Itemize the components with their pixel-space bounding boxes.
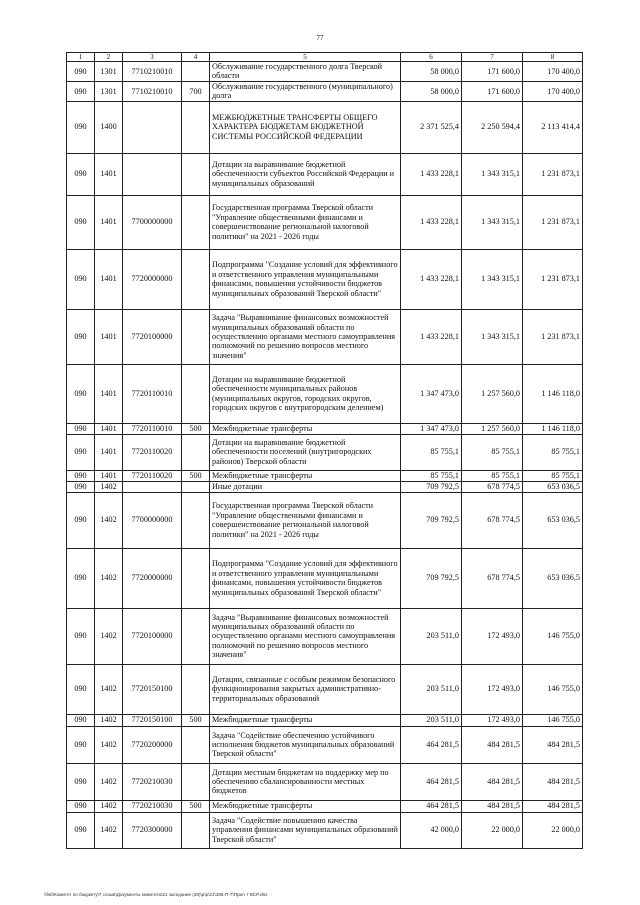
cell-vr: 500: [182, 800, 210, 812]
cell-name: Задача "Выравнивание финансовых возможностей муниципальных образований области по осуществлению органами местного самоуправления полномочий по решению вопросов местного значения": [210, 608, 401, 664]
cell-y2024: 58 000,0: [401, 81, 462, 101]
cell-gr: 090: [67, 548, 95, 608]
cell-rz: 1401: [95, 364, 123, 423]
cell-rz: 1402: [95, 763, 123, 800]
cell-y2024: 203 511,0: [401, 608, 462, 664]
cell-y2025: 678 774,5: [462, 492, 523, 548]
cell-rz: 1402: [95, 812, 123, 848]
cell-y2025: 1 257 560,0: [462, 364, 523, 423]
cell-csr: [123, 101, 182, 153]
cell-name: Межбюджетные трансферты: [210, 714, 401, 726]
table-row: [67, 481, 583, 492]
cell-y2026: 1 146 118,0: [523, 364, 583, 423]
cell-gr: 090: [67, 364, 95, 423]
table-row: [67, 763, 583, 800]
table-row: [67, 423, 583, 434]
table-row: [67, 548, 583, 608]
cell-y2024: 1 433 228,1: [401, 249, 462, 309]
cell-rz: 1401: [95, 249, 123, 309]
cell-y2026: 146 755,0: [523, 714, 583, 726]
cell-y2024: 464 281,5: [401, 726, 462, 763]
cell-name: Дотации на выравнивание бюджетной обеспеченности субъектов Российской Федерации и муниципальных образований: [210, 153, 401, 195]
cell-csr: 7720300000: [123, 812, 182, 848]
cell-csr: 7700000000: [123, 492, 182, 548]
cell-csr: 7720100000: [123, 309, 182, 364]
cell-gr: 090: [67, 62, 95, 82]
cell-y2026: 1 231 873,1: [523, 249, 583, 309]
cell-gr: 090: [67, 470, 95, 481]
cell-name: Государственная программа Тверской области "Управление общественными финансами и совершенствование региональной налоговой политики" на 2021 - 2026 годы: [210, 492, 401, 548]
table-row: [67, 800, 583, 812]
cell-gr: 090: [67, 434, 95, 470]
cell-name: Межбюджетные трансферты: [210, 423, 401, 434]
cell-vr: 500: [182, 714, 210, 726]
cell-vr: 500: [182, 423, 210, 434]
cell-vr: [182, 726, 210, 763]
cell-y2025: 171 600,0: [462, 62, 523, 82]
cell-gr: 090: [67, 800, 95, 812]
cell-y2025: 678 774,5: [462, 548, 523, 608]
column-number: 3: [123, 53, 182, 62]
cell-csr: 7710210010: [123, 81, 182, 101]
cell-gr: 090: [67, 714, 95, 726]
cell-gr: 090: [67, 481, 95, 492]
cell-csr: 7720110020: [123, 470, 182, 481]
cell-vr: [182, 812, 210, 848]
cell-gr: 090: [67, 763, 95, 800]
cell-csr: [123, 481, 182, 492]
cell-vr: [182, 153, 210, 195]
cell-csr: 7720150100: [123, 664, 182, 714]
table-row: [67, 470, 583, 481]
cell-y2025: 85 755,1: [462, 470, 523, 481]
column-number: 1: [67, 53, 95, 62]
cell-csr: 7720210030: [123, 800, 182, 812]
cell-rz: 1301: [95, 81, 123, 101]
cell-y2026: 146 755,0: [523, 608, 583, 664]
column-number: 5: [210, 53, 401, 62]
cell-vr: 700: [182, 81, 210, 101]
cell-y2025: 484 281,5: [462, 726, 523, 763]
table-row: [67, 81, 583, 101]
column-number: 4: [182, 53, 210, 62]
cell-y2024: 58 000,0: [401, 62, 462, 82]
cell-csr: 7720100000: [123, 608, 182, 664]
column-number-row: [67, 53, 583, 62]
cell-name: Задача "Содействие повышению качества управления финансами муниципальных образований Тверской области": [210, 812, 401, 848]
cell-y2025: 172 493,0: [462, 714, 523, 726]
cell-y2025: 678 774,5: [462, 481, 523, 492]
table-row: [67, 608, 583, 664]
cell-vr: [182, 763, 210, 800]
cell-rz: 1400: [95, 101, 123, 153]
cell-gr: 090: [67, 309, 95, 364]
cell-rz: 1402: [95, 726, 123, 763]
cell-y2025: 172 493,0: [462, 664, 523, 714]
cell-name: Подпрограмма "Создание условий для эффективного и ответственного управления муниципальными финансами, повышения устойчивости бюджетов муниципальных образований Тверской области": [210, 249, 401, 309]
cell-rz: 1402: [95, 548, 123, 608]
cell-gr: 090: [67, 423, 95, 434]
cell-csr: 7720110010: [123, 423, 182, 434]
cell-y2025: 1 343 315,1: [462, 309, 523, 364]
cell-csr: 7720210030: [123, 763, 182, 800]
cell-csr: 7720000000: [123, 249, 182, 309]
cell-y2026: 85 755,1: [523, 434, 583, 470]
column-number: 8: [523, 53, 583, 62]
cell-y2026: 1 231 873,1: [523, 309, 583, 364]
cell-y2024: 85 755,1: [401, 470, 462, 481]
cell-y2025: 2 250 594,4: [462, 101, 523, 153]
cell-y2026: 170 400,0: [523, 62, 583, 82]
cell-csr: 7720200000: [123, 726, 182, 763]
cell-gr: 090: [67, 812, 95, 848]
cell-y2026: 484 281,5: [523, 800, 583, 812]
cell-y2026: 653 036,5: [523, 548, 583, 608]
cell-rz: 1401: [95, 423, 123, 434]
cell-name: Задача "Выравнивание финансовых возможностей муниципальных образований области по осуществлению органами местного самоуправления полномочий по решению вопросов местного значения": [210, 309, 401, 364]
cell-gr: 090: [67, 81, 95, 101]
cell-y2026: 484 281,5: [523, 763, 583, 800]
cell-y2024: 709 792,5: [401, 481, 462, 492]
cell-rz: 1401: [95, 153, 123, 195]
cell-gr: 090: [67, 664, 95, 714]
cell-y2025: 22 000,0: [462, 812, 523, 848]
cell-csr: 7720110010: [123, 364, 182, 423]
cell-vr: [182, 434, 210, 470]
cell-vr: [182, 309, 210, 364]
cell-y2024: 709 792,5: [401, 492, 462, 548]
cell-csr: 7710210010: [123, 62, 182, 82]
column-number: 6: [401, 53, 462, 62]
cell-y2024: 203 511,0: [401, 664, 462, 714]
cell-name: Государственная программа Тверской области "Управление общественными финансами и совершенствование региональной налоговой политики" на 2021 - 2026 годы: [210, 195, 401, 249]
cell-gr: 090: [67, 195, 95, 249]
cell-vr: [182, 548, 210, 608]
page-number: 77: [316, 34, 324, 42]
cell-gr: 090: [67, 249, 95, 309]
cell-rz: 1402: [95, 492, 123, 548]
table-row: [67, 62, 583, 82]
cell-y2026: 170 400,0: [523, 81, 583, 101]
table-row: [67, 249, 583, 309]
file-path-footer: \\fs0\Комитет по бюджету\7 созыв\Документы комитета\21 заседание (28)\р\р\21\385-П-7\Прил 7 ВСР.xlsx: [44, 892, 268, 897]
cell-rz: 1402: [95, 714, 123, 726]
table-row: [67, 153, 583, 195]
table-row: [67, 434, 583, 470]
cell-y2024: 709 792,5: [401, 548, 462, 608]
cell-y2025: 172 493,0: [462, 608, 523, 664]
cell-rz: 1402: [95, 664, 123, 714]
budget-table: [66, 52, 583, 849]
cell-y2024: 1 433 228,1: [401, 195, 462, 249]
cell-gr: 090: [67, 153, 95, 195]
table-row: [67, 714, 583, 726]
cell-y2025: 1 257 560,0: [462, 423, 523, 434]
table-row: [67, 309, 583, 364]
cell-y2024: 464 281,5: [401, 800, 462, 812]
cell-gr: 090: [67, 726, 95, 763]
cell-y2024: 1 433 228,1: [401, 153, 462, 195]
cell-rz: 1402: [95, 800, 123, 812]
cell-rz: 1401: [95, 309, 123, 364]
cell-name: Обслуживание государственного долга Тверской области: [210, 62, 401, 82]
cell-y2024: 464 281,5: [401, 763, 462, 800]
cell-name: Дотации на выравнивание бюджетной обеспеченности поселений (внутригородских районов) Тверской области: [210, 434, 401, 470]
table-row: [67, 492, 583, 548]
cell-y2025: 484 281,5: [462, 800, 523, 812]
cell-y2026: 2 113 414,4: [523, 101, 583, 153]
cell-vr: [182, 664, 210, 714]
cell-rz: 1301: [95, 62, 123, 82]
cell-y2026: 653 036,5: [523, 492, 583, 548]
table-body: [67, 53, 583, 849]
cell-vr: [182, 62, 210, 82]
cell-y2026: 1 231 873,1: [523, 153, 583, 195]
column-number: 7: [462, 53, 523, 62]
cell-y2025: 484 281,5: [462, 763, 523, 800]
cell-y2024: 1 347 473,0: [401, 423, 462, 434]
cell-vr: 500: [182, 470, 210, 481]
cell-y2024: 2 371 525,4: [401, 101, 462, 153]
cell-y2025: 1 343 315,1: [462, 249, 523, 309]
column-number: 2: [95, 53, 123, 62]
cell-csr: 7720150100: [123, 714, 182, 726]
cell-y2025: 1 343 315,1: [462, 195, 523, 249]
cell-y2026: 484 281,5: [523, 726, 583, 763]
cell-vr: [182, 195, 210, 249]
cell-rz: 1402: [95, 481, 123, 492]
cell-y2026: 1 146 118,0: [523, 423, 583, 434]
table-row: [67, 812, 583, 848]
table-row: [67, 195, 583, 249]
cell-y2025: 85 755,1: [462, 434, 523, 470]
cell-vr: [182, 492, 210, 548]
cell-name: Межбюджетные трансферты: [210, 470, 401, 481]
cell-rz: 1401: [95, 470, 123, 481]
cell-csr: 7720110020: [123, 434, 182, 470]
cell-name: Дотации местным бюджетам на поддержку мер по обеспечению сбалансированности местных бюджетов: [210, 763, 401, 800]
cell-vr: [182, 249, 210, 309]
cell-vr: [182, 364, 210, 423]
cell-y2024: 1 433 228,1: [401, 309, 462, 364]
cell-gr: 090: [67, 101, 95, 153]
cell-name: Обслуживание государственного (муниципального) долга: [210, 81, 401, 101]
cell-y2026: 146 755,0: [523, 664, 583, 714]
cell-csr: 7700000000: [123, 195, 182, 249]
cell-y2024: 85 755,1: [401, 434, 462, 470]
cell-name: Подпрограмма "Создание условий для эффективного и ответственного управления муниципальными финансами, повышения устойчивости бюджетов муниципальных образований Тверской области": [210, 548, 401, 608]
cell-csr: [123, 153, 182, 195]
cell-rz: 1401: [95, 195, 123, 249]
cell-name: Дотации на выравнивание бюджетной обеспеченности муниципальных районов (муниципальных округов, городских округов, городских округов с внутригородским делением): [210, 364, 401, 423]
cell-vr: [182, 608, 210, 664]
cell-name: Иные дотации: [210, 481, 401, 492]
cell-vr: [182, 481, 210, 492]
table-row: [67, 364, 583, 423]
cell-gr: 090: [67, 608, 95, 664]
cell-y2025: 1 343 315,1: [462, 153, 523, 195]
cell-y2024: 42 000,0: [401, 812, 462, 848]
table-row: [67, 101, 583, 153]
cell-y2024: 203 511,0: [401, 714, 462, 726]
cell-csr: 7720000000: [123, 548, 182, 608]
cell-rz: 1402: [95, 608, 123, 664]
cell-y2025: 171 600,0: [462, 81, 523, 101]
cell-name: Дотации, связанные с особым режимом безопасного функционирования закрытых административно-территориальных образований: [210, 664, 401, 714]
cell-rz: 1401: [95, 434, 123, 470]
cell-vr: [182, 101, 210, 153]
cell-y2026: 22 000,0: [523, 812, 583, 848]
cell-gr: 090: [67, 492, 95, 548]
cell-y2026: 1 231 873,1: [523, 195, 583, 249]
cell-y2026: 85 755,1: [523, 470, 583, 481]
table-row: [67, 726, 583, 763]
cell-name: Межбюджетные трансферты: [210, 800, 401, 812]
table-row: [67, 664, 583, 714]
cell-name: МЕЖБЮДЖЕТНЫЕ ТРАНСФЕРТЫ ОБЩЕГО ХАРАКТЕРА БЮДЖЕТАМ БЮДЖЕТНОЙ СИСТЕМЫ РОССИЙСКОЙ ФЕДЕРАЦИИ: [210, 101, 401, 153]
cell-y2026: 653 036,5: [523, 481, 583, 492]
cell-y2024: 1 347 473,0: [401, 364, 462, 423]
cell-name: Задача "Содействие обеспечению устойчивого исполнения бюджетов муниципальных образований Тверской области": [210, 726, 401, 763]
